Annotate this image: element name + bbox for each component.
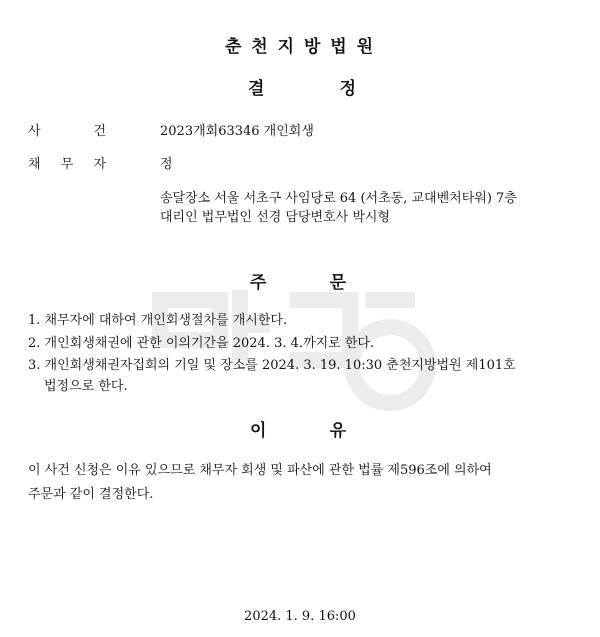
order-item-continuation: 법정으로 한다. <box>44 379 128 394</box>
title-char: 정 <box>339 79 356 99</box>
document-type-title <box>248 74 356 99</box>
order-item: 3. 개인회생채권자집회의 기일 및 장소를 2024. 3. 19. 10:30 춘천지방법원 제101호 <box>28 358 516 373</box>
service-address: 송달장소 서울 서초구 사임당로 64 (서초동, 교대벤처타워) 7층 <box>160 191 517 206</box>
order-heading <box>250 268 346 293</box>
reason-text: 주문과 같이 결정한다. <box>28 487 154 502</box>
label-char: 채 <box>28 157 41 172</box>
attorney-info: 대리인 법무법인 선경 담당변호사 박시형 <box>160 210 391 225</box>
heading-char: 주 <box>250 273 267 293</box>
label-char: 자 <box>93 157 106 172</box>
decision-date: 2024. 1. 9. 16:00 <box>244 609 356 624</box>
title-char: 결 <box>248 79 265 99</box>
case-label <box>28 120 106 139</box>
heading-char: 유 <box>329 421 346 441</box>
heading-char: 문 <box>329 273 346 293</box>
debtor-name: 정 <box>160 157 173 172</box>
label-char: 무 <box>60 157 74 172</box>
label-char: 건 <box>93 124 106 139</box>
order-item: 2. 개인회생채권에 관한 이의기간을 2024. 3. 4.까지로 한다. <box>28 336 375 351</box>
label-char: 사 <box>28 124 41 139</box>
heading-char: 이 <box>250 421 267 441</box>
court-name: 춘 천 지 방 법 원 <box>224 37 376 57</box>
order-item: 1. 채무자에 대하여 개인회생절차를 개시한다. <box>28 313 288 328</box>
case-number: 2023개회63346 개인회생 <box>160 124 314 139</box>
reason-text: 이 사건 신청은 이유 있으므로 채무자 회생 및 파산에 관한 법률 제596조에 의하여 <box>28 463 492 478</box>
debtor-label <box>28 153 106 172</box>
reason-heading <box>250 416 346 441</box>
